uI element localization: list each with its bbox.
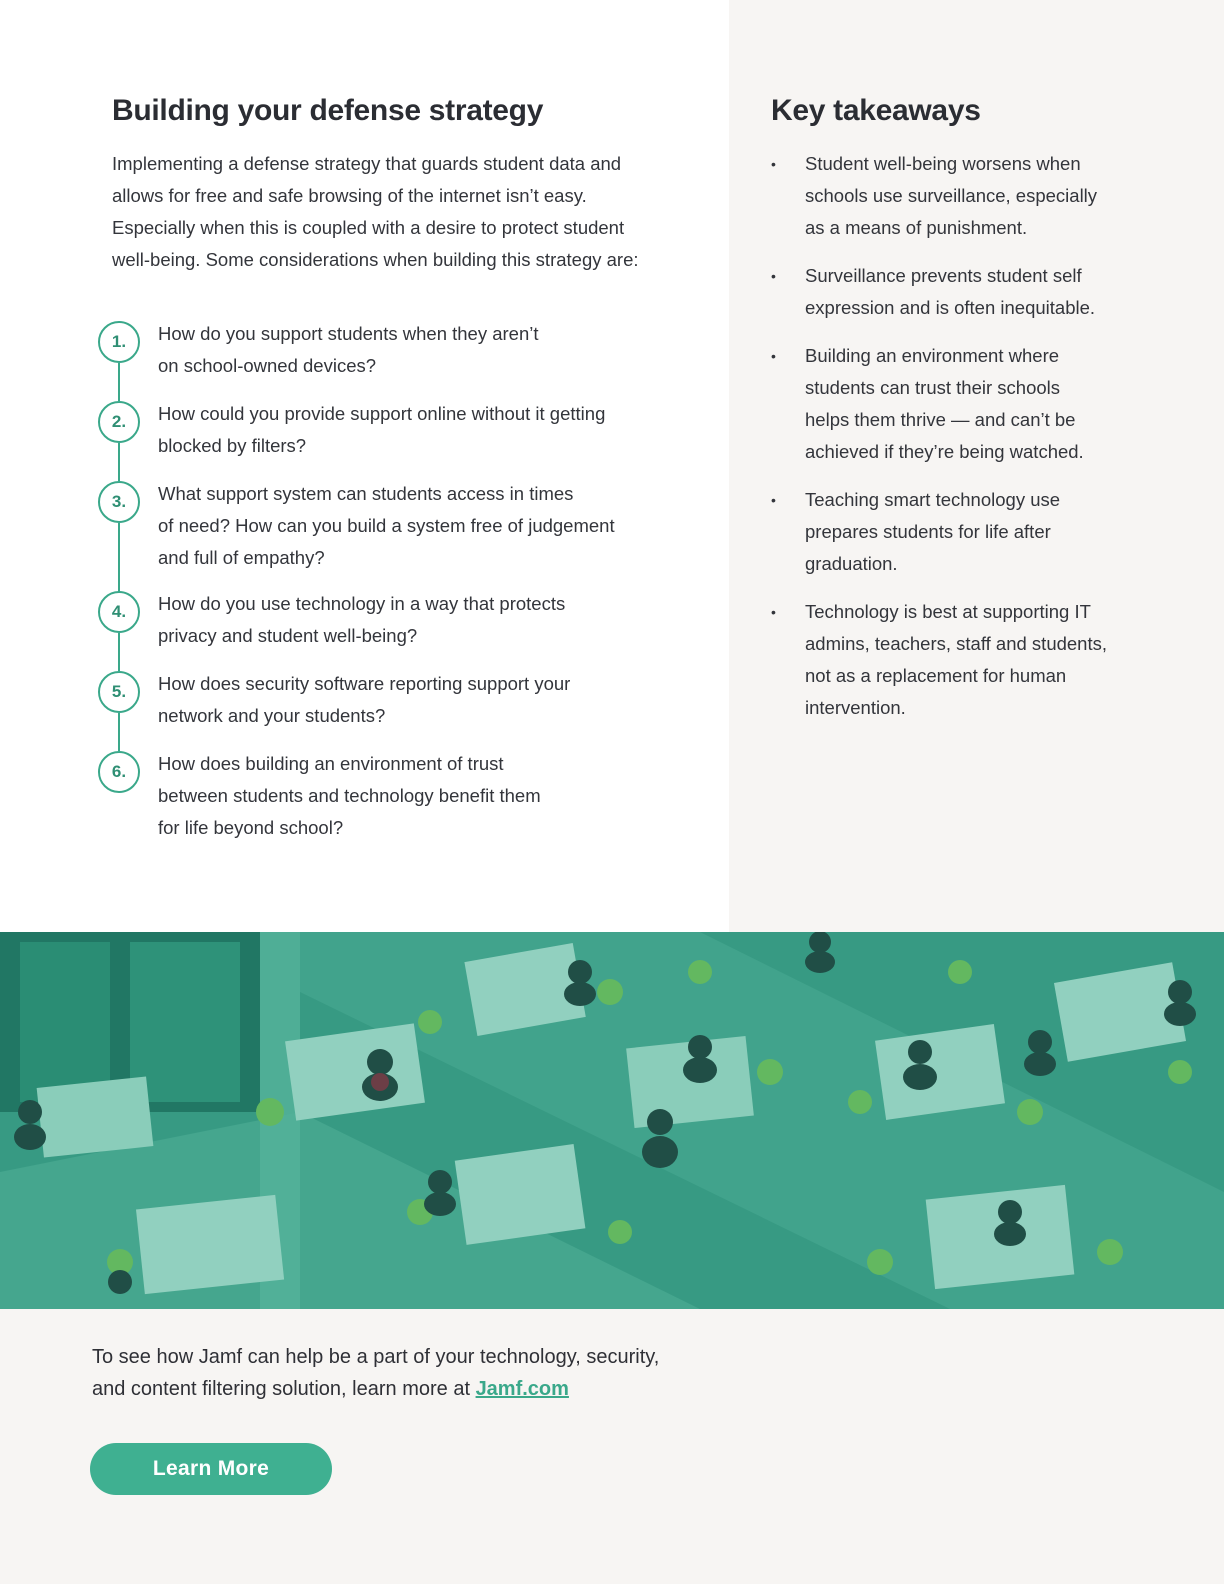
takeaway-item (771, 260, 1151, 324)
takeaways-list (771, 148, 1151, 740)
takeaway-line: schools use surveillance, especially (805, 185, 1098, 206)
step-text-line: on school-owned devices? (158, 355, 377, 376)
defense-strategy-title: Building your defense strategy (112, 94, 544, 127)
bullet-icon: • (771, 348, 776, 364)
takeaway-item (771, 596, 1151, 724)
defense-strategy-column (0, 0, 729, 932)
step-text-line: and full of empathy? (158, 547, 325, 568)
consideration-item (98, 748, 678, 848)
step-text-line: between students and technology benefit them (158, 785, 541, 806)
cta-line-1: To see how Jamf can help be a part of your technology, security, (92, 1346, 660, 1368)
bullet-icon: • (771, 268, 776, 284)
step-text-line: network and your students? (158, 705, 386, 726)
step-text-line: How does building an environment of trust (158, 753, 504, 774)
step-text-line: How do you use technology in a way that protects (158, 593, 566, 614)
consideration-item (98, 588, 678, 668)
takeaway-line: Teaching smart technology use (805, 489, 1061, 510)
call-to-action-section (0, 1309, 1224, 1584)
consideration-item (98, 398, 678, 478)
consideration-item (98, 668, 678, 748)
defense-strategy-intro: Implementing a defense strategy that guards student data and allows for free and safe browsing of the internet isn’t easy. Especially when this is coupled with a desire to protect student well-being. Some considerations when building this strategy are: (112, 153, 639, 270)
takeaway-line: expression and is often inequitable. (805, 297, 1096, 318)
takeaway-line: graduation. (805, 553, 898, 574)
takeaway-line: prepares students for life after (805, 521, 1051, 542)
cta-line-2: and content filtering solution, learn more at (92, 1378, 476, 1400)
step-number-5: 5. (98, 671, 140, 713)
step-connector (118, 633, 120, 671)
students-cafeteria-photo (0, 932, 1224, 1309)
takeaway-line: intervention. (805, 697, 906, 718)
takeaway-line: admins, teachers, staff and students, (805, 633, 1107, 654)
step-text-line: How do you support students when they aren’t (158, 323, 539, 344)
step-text-line: What support system can students access in times (158, 483, 574, 504)
step-connector (118, 523, 120, 593)
takeaway-line: Building an environment where (805, 345, 1060, 366)
step-text-line: of need? How can you build a system free of judgement (158, 515, 615, 536)
takeaway-line: not as a replacement for human (805, 665, 1067, 686)
step-number-4: 4. (98, 591, 140, 633)
takeaway-line: achieved if they’re being watched. (805, 441, 1084, 462)
step-text-line: privacy and student well-being? (158, 625, 418, 646)
key-takeaways-title: Key takeaways (771, 94, 981, 127)
bullet-icon: • (771, 604, 776, 620)
step-connector (118, 363, 120, 401)
takeaway-line: Technology is best at supporting IT (805, 601, 1091, 622)
considerations-list (98, 318, 678, 848)
step-number-3: 3. (98, 481, 140, 523)
takeaway-item (771, 340, 1151, 468)
step-connector (118, 713, 120, 751)
takeaway-item (771, 148, 1151, 244)
photo-illustration (0, 932, 1224, 1309)
step-connector (118, 443, 120, 481)
step-number-1: 1. (98, 321, 140, 363)
takeaway-line: Surveillance prevents student self (805, 265, 1082, 286)
step-text-line: How does security software reporting support your (158, 673, 571, 694)
jamf-link[interactable]: Jamf.com (475, 1378, 569, 1400)
takeaway-line: students can trust their schools (805, 377, 1061, 398)
step-number-2: 2. (98, 401, 140, 443)
takeaway-line: as a means of punishment. (805, 217, 1028, 238)
learn-more-button[interactable]: Learn More (90, 1443, 332, 1495)
consideration-item (98, 478, 678, 588)
cta-text (92, 1341, 732, 1405)
step-number-6: 6. (98, 751, 140, 793)
step-text-line: for life beyond school? (158, 817, 344, 838)
takeaway-line: Student well-being worsens when (805, 153, 1081, 174)
key-takeaways-panel (729, 0, 1224, 932)
bullet-icon: • (771, 156, 776, 172)
consideration-item (98, 318, 678, 398)
takeaway-line: helps them thrive — and can’t be (805, 409, 1076, 430)
step-text-line: blocked by filters? (158, 435, 307, 456)
bullet-icon: • (771, 492, 776, 508)
takeaway-item (771, 484, 1151, 580)
step-text-line: How could you provide support online without it getting (158, 403, 606, 424)
